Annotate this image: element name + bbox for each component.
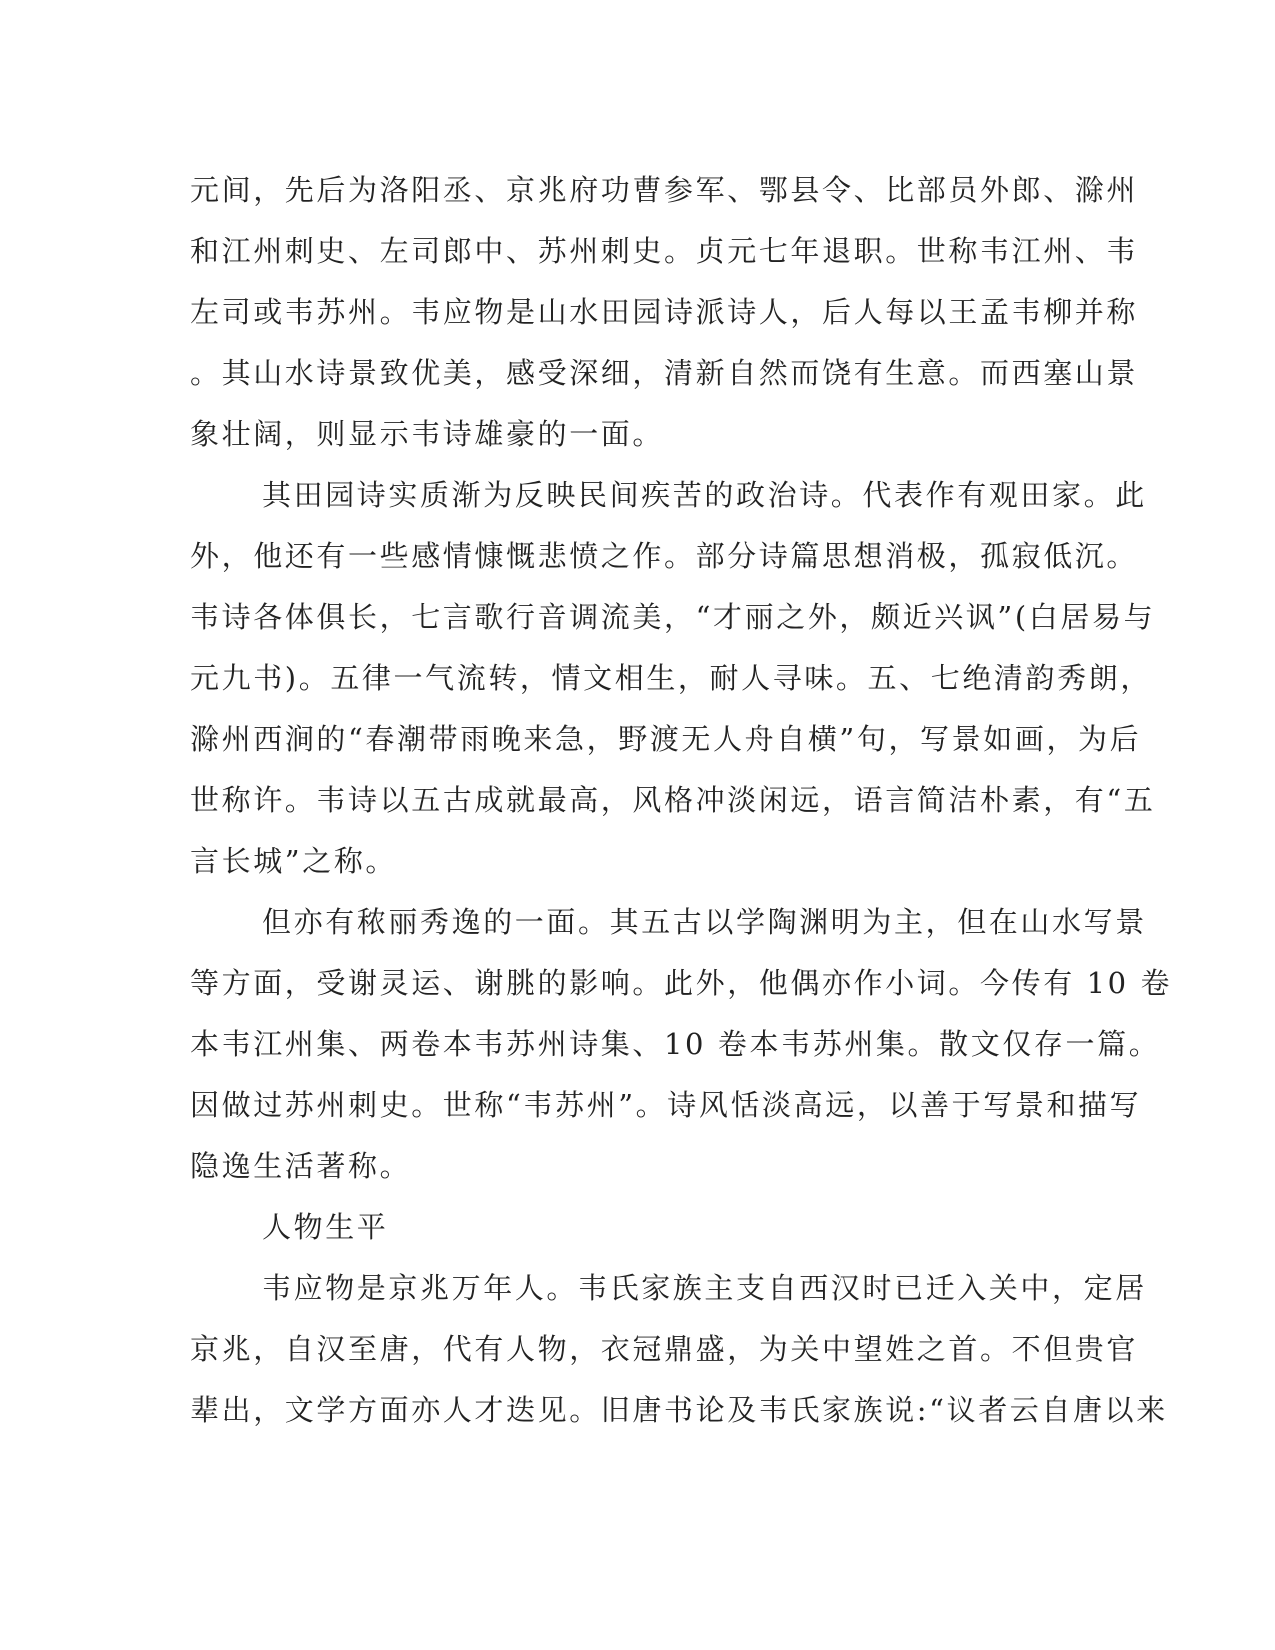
text-line: 和江州刺史、左司郎中、苏州刺史。贞元七年退职。世称韦江州、韦 bbox=[190, 234, 1139, 268]
section-heading: 人物生平 bbox=[262, 1210, 389, 1244]
paragraph-first-line: 其田园诗实质渐为反映民间疾苦的政治诗。代表作有观田家。此 bbox=[262, 478, 1147, 512]
text-line: 韦诗各体俱长，七言歌行音调流美，“才丽之外，颇近兴讽”(白居易与 bbox=[190, 600, 1156, 634]
text-line: 滁州西涧的“春潮带雨晚来急，野渡无人舟自横”句，写景如画，为后 bbox=[190, 722, 1142, 756]
text-line: 左司或韦苏州。韦应物是山水田园诗派诗人，后人每以王孟韦柳并称 bbox=[190, 295, 1139, 329]
text-line: 等方面，受谢灵运、谢朓的影响。此外，他偶亦作小词。今传有 10 卷 bbox=[190, 966, 1173, 1000]
text-line: 言长城”之称。 bbox=[190, 844, 398, 878]
text-line: 隐逸生活著称。 bbox=[190, 1149, 412, 1183]
text-line: 因做过苏州刺史。世称“韦苏州”。诗风恬淡高远，以善于写景和描写 bbox=[190, 1088, 1142, 1122]
text-line: 象壮阔，则显示韦诗雄豪的一面。 bbox=[190, 417, 665, 451]
text-line: 元间，先后为洛阳丞、京兆府功曹参军、鄂县令、比部员外郎、滁州 bbox=[190, 173, 1139, 207]
text-line: 。其山水诗景致优美，感受深细，清新自然而饶有生意。而西塞山景 bbox=[190, 356, 1139, 390]
body-text bbox=[190, 160, 1173, 1441]
paragraph-first-line: 韦应物是京兆万年人。韦氏家族主支自西汉时已迁入关中，定居 bbox=[262, 1271, 1147, 1305]
text-line: 本韦江州集、两卷本韦苏州诗集、10 卷本韦苏州集。散文仅存一篇。 bbox=[190, 1027, 1161, 1061]
text-line: 元九书)。五律一气流转，情文相生，耐人寻味。五、七绝清韵秀朗， bbox=[190, 661, 1152, 695]
text-line: 辈出，文学方面亦人才迭见。旧唐书论及韦氏家族说:“议者云自唐以来 bbox=[190, 1393, 1168, 1427]
paragraph-first-line: 但亦有秾丽秀逸的一面。其五古以学陶渊明为主，但在山水写景 bbox=[262, 905, 1147, 939]
text-line: 京兆，自汉至唐，代有人物，衣冠鼎盛，为关中望姓之首。不但贵官 bbox=[190, 1332, 1139, 1366]
text-line: 世称许。韦诗以五古成就最高，风格冲淡闲远，语言简洁朴素，有“五 bbox=[190, 783, 1156, 817]
text-line: 外，他还有一些感情慷慨悲愤之作。部分诗篇思想消极，孤寂低沉。 bbox=[190, 539, 1139, 573]
